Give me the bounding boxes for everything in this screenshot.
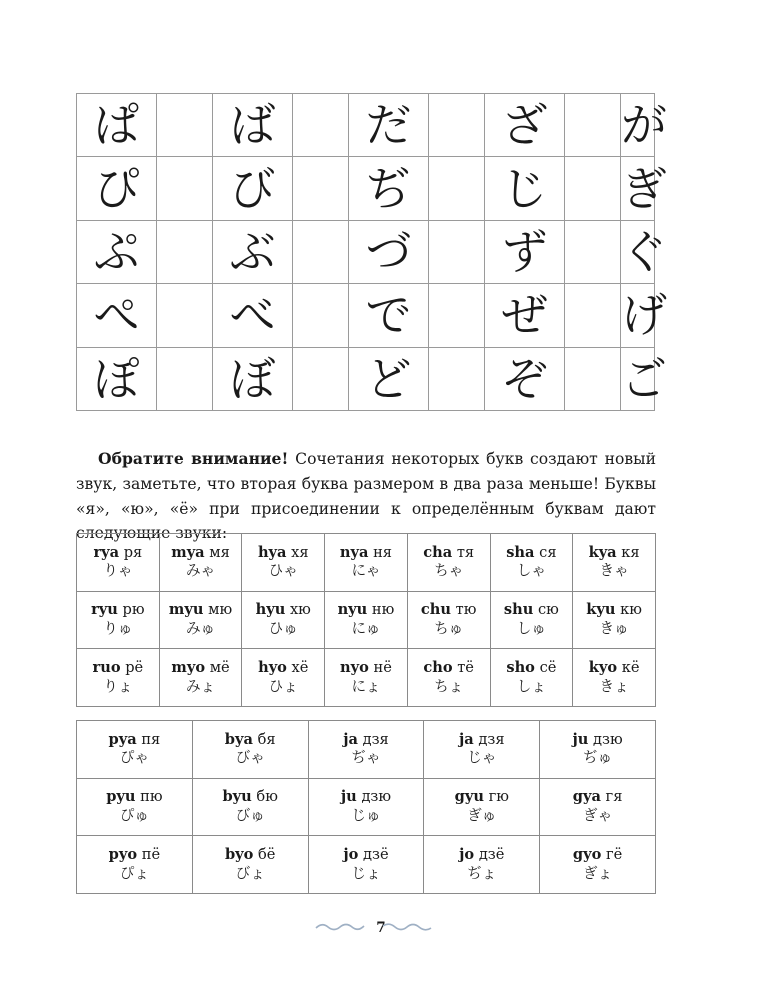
sound-cell (308, 721, 424, 779)
kana: ぴゅ (119, 806, 149, 824)
romaji: shu (503, 601, 534, 619)
cyrillic: пю (140, 788, 163, 806)
cyrillic: гё (605, 845, 623, 863)
cyrillic: рё (125, 658, 144, 676)
cyrillic: тя (456, 543, 475, 561)
romaji-label (325, 602, 407, 619)
sound-cell (242, 591, 325, 649)
cyrillic: ня (373, 543, 393, 561)
kana: きゅ (599, 619, 629, 637)
kana: びゃ (235, 749, 265, 767)
page-number: 7 (376, 920, 386, 936)
empty-cell (565, 94, 621, 157)
sound-cell (192, 836, 308, 894)
kana-cell: ぱ (77, 94, 157, 157)
cyrillic: мё (209, 658, 230, 676)
romaji-label (491, 545, 573, 562)
cyrillic: ню (371, 601, 395, 619)
sound-cell (540, 721, 656, 779)
romaji-label (160, 660, 242, 677)
romaji: kya (588, 543, 617, 561)
empty-cell (565, 347, 621, 410)
kana: りゅ (103, 619, 133, 637)
romaji-label (193, 732, 308, 749)
romaji: rya (93, 543, 120, 561)
sound-cell (490, 534, 573, 592)
romaji: pyu (106, 788, 136, 806)
romaji-label (491, 660, 573, 677)
romaji-label (325, 545, 407, 562)
romaji-label (573, 660, 655, 677)
romaji-label (77, 602, 159, 619)
romaji: nyo (340, 658, 369, 676)
kana: ぴょ (119, 864, 149, 882)
cyrillic: дзё (363, 845, 389, 863)
sound-cell (424, 836, 540, 894)
romaji-label (573, 602, 655, 619)
empty-cell (429, 220, 485, 283)
empty-cell (157, 94, 213, 157)
kana-grid-row (77, 347, 655, 410)
kana-cell: ぎ (621, 157, 655, 220)
cyrillic: тё (457, 658, 474, 676)
romaji: sha (506, 543, 535, 561)
kana: ちゃ (434, 562, 464, 580)
kana: きゃ (599, 562, 629, 580)
romaji-label (160, 602, 242, 619)
cyrillic: сё (539, 658, 557, 676)
romaji-label (77, 847, 192, 864)
sound-cell (325, 649, 408, 707)
romaji-label (77, 545, 159, 562)
cyrillic: дзя (362, 730, 389, 748)
cyrillic: кю (620, 601, 642, 619)
kana-cell: ご (621, 347, 655, 410)
kana: しゅ (516, 619, 546, 637)
kana: ぢゃ (351, 749, 381, 767)
kana: ひょ (268, 677, 298, 695)
romaji: bya (224, 730, 253, 748)
romaji-label (193, 847, 308, 864)
romaji: nya (339, 543, 369, 561)
romaji: hyu (255, 601, 286, 619)
sound-cell (573, 649, 656, 707)
kana: ぎゃ (582, 806, 613, 824)
kana-cell: ば (213, 94, 293, 157)
kana: ぎゅ (467, 806, 497, 824)
cyrillic: дзю (361, 788, 392, 806)
empty-cell (293, 284, 349, 347)
kana: みょ (185, 677, 216, 695)
empty-cell (565, 220, 621, 283)
romaji-label (424, 789, 539, 806)
cyrillic: пё (141, 845, 161, 863)
kana-cell: べ (213, 284, 293, 347)
kana: ぢゅ (582, 749, 613, 767)
kana-cell: が (621, 94, 655, 157)
kana-cell: ぐ (621, 220, 655, 283)
cyrillic: бё (258, 845, 276, 863)
empty-cell (293, 347, 349, 410)
romaji-label (77, 732, 192, 749)
cyrillic: кя (621, 543, 640, 561)
empty-cell (293, 157, 349, 220)
kana-grid (76, 93, 667, 411)
sound-cell (407, 591, 490, 649)
romaji: hya (257, 543, 287, 561)
romaji-label (408, 602, 490, 619)
romaji-label (491, 602, 573, 619)
kana: にょ (351, 677, 381, 695)
kana-cell: ぼ (213, 347, 293, 410)
romaji: gyo (572, 845, 602, 863)
empty-cell (157, 347, 213, 410)
sound-cell (308, 836, 424, 894)
romaji-label (242, 660, 324, 677)
kana: にゅ (351, 619, 381, 637)
sound-cell (424, 778, 540, 836)
romaji-label (408, 660, 490, 677)
romaji: ju (340, 788, 357, 806)
cyrillic: бю (256, 788, 278, 806)
romaji-label (242, 545, 324, 562)
sound-cell (159, 591, 242, 649)
sound-cell (159, 649, 242, 707)
kana: みゃ (185, 562, 216, 580)
kana-grid-row (77, 220, 655, 283)
sound-cell (77, 649, 160, 707)
cyrillic: нё (373, 658, 392, 676)
kana-cell: び (213, 157, 293, 220)
sound-cell (77, 778, 193, 836)
sound-cell (159, 534, 242, 592)
sound-row (77, 534, 656, 592)
empty-cell (157, 284, 213, 347)
kana-cell: ぢ (349, 157, 429, 220)
sound-cell (77, 721, 193, 779)
romaji-label (325, 660, 407, 677)
cyrillic: дзя (478, 730, 505, 748)
kana-cell: ぜ (485, 284, 565, 347)
romaji-label (193, 789, 308, 806)
romaji: mya (171, 543, 205, 561)
kana: りょ (103, 677, 133, 695)
cyrillic: дзё (478, 845, 505, 863)
romaji: myo (171, 658, 206, 676)
kana-cell: ぶ (213, 220, 293, 283)
note-lead: Обратите внимание! (98, 449, 289, 468)
kana-cell: じ (485, 157, 565, 220)
cyrillic: сю (537, 601, 559, 619)
romaji: gya (572, 788, 601, 806)
cyrillic: хё (291, 658, 309, 676)
sound-row (77, 721, 656, 779)
cyrillic: кё (621, 658, 640, 676)
romaji: ja (459, 730, 474, 748)
cyrillic: рю (122, 601, 145, 619)
sound-table-2 (76, 720, 656, 894)
empty-cell (565, 284, 621, 347)
romaji: kyu (586, 601, 616, 619)
kana: きょ (599, 677, 629, 695)
cyrillic: тю (455, 601, 477, 619)
note-paragraph (76, 447, 656, 546)
romaji: ryu (91, 601, 118, 619)
romaji: pyo (108, 845, 138, 863)
cyrillic: дзю (593, 730, 623, 748)
kana: しょ (516, 677, 546, 695)
kana: びょ (235, 864, 265, 882)
empty-cell (429, 94, 485, 157)
kana-cell: ぽ (77, 347, 157, 410)
empty-cell (429, 284, 485, 347)
romaji: chu (420, 601, 451, 619)
kana: ちゅ (434, 619, 464, 637)
empty-cell (429, 347, 485, 410)
cyrillic: мя (209, 543, 230, 561)
romaji-label (77, 660, 159, 677)
romaji-label (309, 847, 424, 864)
sound-cell (192, 721, 308, 779)
empty-cell (293, 220, 349, 283)
cyrillic: гю (488, 788, 509, 806)
romaji-label (77, 789, 192, 806)
romaji: pya (108, 730, 137, 748)
kana: じょ (351, 864, 381, 882)
romaji-label (424, 732, 539, 749)
cyrillic: хю (289, 601, 311, 619)
kana: じゅ (351, 806, 381, 824)
kana-cell: げ (621, 284, 655, 347)
romaji: byo (224, 845, 254, 863)
empty-cell (293, 94, 349, 157)
kana: ぢょ (467, 864, 497, 882)
romaji: cha (423, 543, 453, 561)
sound-cell (407, 534, 490, 592)
kana-cell: づ (349, 220, 429, 283)
note-text: Сочетания некоторых букв создают новый звук, заметьте, что вторая буква размером в два раза меньше! Буквы «я», «ю», «ё» при присоединении к определённым буквам дают следующие звуки: (76, 450, 656, 543)
empty-cell (157, 220, 213, 283)
romaji-label (424, 847, 539, 864)
sound-row (77, 778, 656, 836)
romaji-label (309, 789, 424, 806)
romaji: cho (423, 658, 453, 676)
sound-cell (540, 836, 656, 894)
sound-row (77, 649, 656, 707)
kana-cell: ぷ (77, 220, 157, 283)
sound-cell (325, 534, 408, 592)
sound-cell (242, 649, 325, 707)
romaji: hyo (258, 658, 287, 676)
empty-cell (429, 157, 485, 220)
cyrillic: мю (208, 601, 233, 619)
kana-grid-row (77, 284, 655, 347)
kana: ちょ (434, 677, 464, 695)
cyrillic: ся (539, 543, 557, 561)
kana-cell: だ (349, 94, 429, 157)
kana-cell: で (349, 284, 429, 347)
kana: ひゅ (268, 619, 298, 637)
kana-cell: ど (349, 347, 429, 410)
sound-row (77, 836, 656, 894)
kana: ひゃ (268, 562, 298, 580)
sound-table-1 (76, 533, 656, 707)
wave-ornament-right-icon (382, 919, 432, 935)
romaji: jo (459, 845, 475, 863)
sound-cell (490, 649, 573, 707)
kana-cell: ざ (485, 94, 565, 157)
sound-cell (325, 591, 408, 649)
sound-cell (490, 591, 573, 649)
romaji: sho (506, 658, 535, 676)
romaji: myu (168, 601, 204, 619)
kana-grid-row (77, 157, 655, 220)
sound-row (77, 591, 656, 649)
sound-cell (407, 649, 490, 707)
sound-cell (77, 836, 193, 894)
kana-grid-row (77, 94, 655, 157)
sound-cell (308, 778, 424, 836)
kana-cell: ぴ (77, 157, 157, 220)
page-footer (0, 915, 762, 945)
romaji: nyu (337, 601, 368, 619)
kana: しゃ (516, 562, 546, 580)
cyrillic: хя (291, 543, 309, 561)
romaji-label (540, 732, 655, 749)
romaji-label (573, 545, 655, 562)
sound-cell (77, 591, 160, 649)
romaji-label (408, 545, 490, 562)
romaji-label (309, 732, 424, 749)
sound-cell (192, 778, 308, 836)
romaji: ja (343, 730, 358, 748)
romaji: jo (343, 845, 359, 863)
romaji: ju (572, 730, 589, 748)
kana: りゃ (103, 562, 133, 580)
empty-cell (157, 157, 213, 220)
cyrillic: гя (605, 788, 623, 806)
kana: みゅ (185, 619, 216, 637)
cyrillic: бя (257, 730, 276, 748)
empty-cell (565, 157, 621, 220)
romaji: gyu (454, 788, 484, 806)
romaji-label (160, 545, 242, 562)
sound-cell (573, 591, 656, 649)
romaji: byu (222, 788, 252, 806)
kana: にゃ (351, 562, 381, 580)
cyrillic: пя (141, 730, 161, 748)
romaji-label (540, 789, 655, 806)
kana: ぎょ (582, 864, 613, 882)
cyrillic: ря (123, 543, 143, 561)
romaji-label (540, 847, 655, 864)
sound-cell (573, 534, 656, 592)
kana: ぴゃ (119, 749, 149, 767)
kana: じゃ (467, 749, 497, 767)
sound-cell (242, 534, 325, 592)
romaji: ruo (92, 658, 121, 676)
kana-cell: ぞ (485, 347, 565, 410)
kana-cell: ず (485, 220, 565, 283)
romaji-label (242, 602, 324, 619)
kana: びゅ (235, 806, 265, 824)
sound-cell (77, 534, 160, 592)
sound-cell (540, 778, 656, 836)
romaji: kyo (588, 658, 618, 676)
kana-cell: ぺ (77, 284, 157, 347)
sound-cell (424, 721, 540, 779)
